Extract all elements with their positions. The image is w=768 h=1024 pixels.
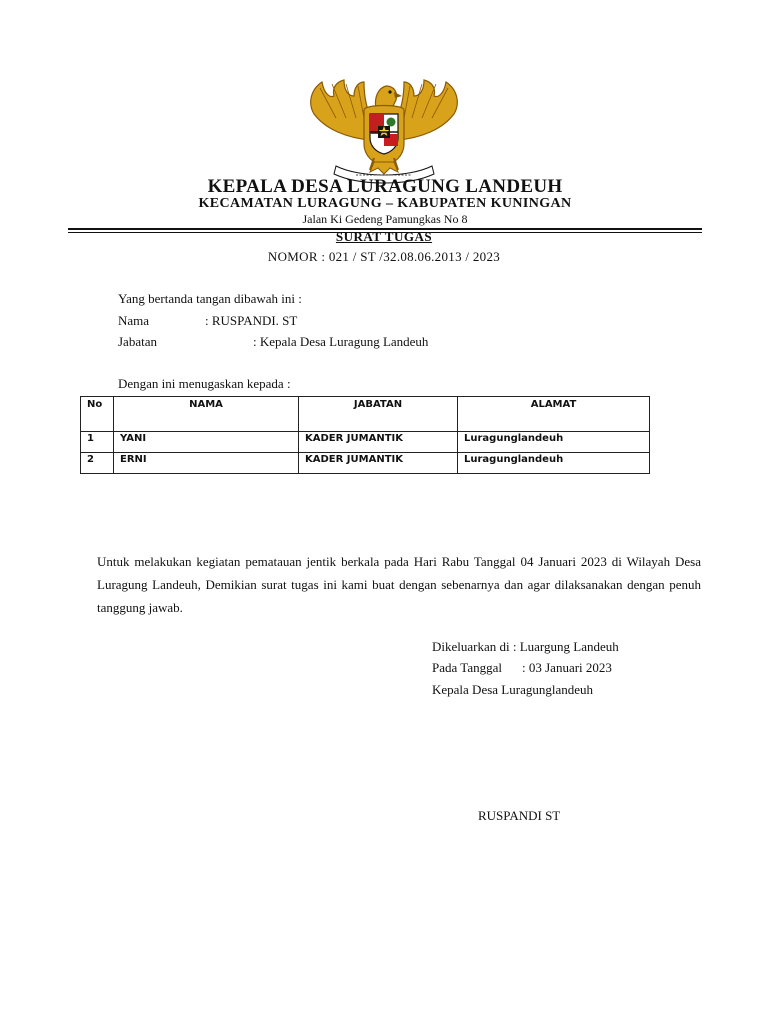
- table-row: [81, 432, 650, 453]
- assign-intro: Dengan ini menugaskan kepada :: [118, 376, 291, 391]
- garuda-emblem-graphic: [300, 74, 468, 186]
- signer-position-label: Jabatan: [118, 334, 157, 349]
- issue-date-value: : 03 Januari 2023: [522, 660, 612, 675]
- letterhead-address: Jalan Ki Gedeng Pamungkas No 8: [302, 212, 468, 226]
- column-header-alamat: ALAMAT: [458, 397, 650, 432]
- signer-position: Kepala Desa Luragunglandeuh: [432, 682, 593, 697]
- cell-no: 1: [81, 432, 114, 453]
- issued-at: Dikeluarkan di : Luargung Landeuh: [432, 639, 619, 654]
- table-row: [81, 453, 650, 474]
- letterhead-subtitle: KECAMATAN LURAGUNG – KABUPATEN KUNINGAN: [198, 196, 572, 211]
- signer-name-value: : RUSPANDI. ST: [205, 313, 298, 328]
- cell-alamat: Luragunglandeuh: [458, 453, 650, 474]
- signer-name-label: Nama: [118, 313, 150, 328]
- cell-jabatan: KADER JUMANTIK: [299, 453, 458, 474]
- cell-no: 2: [81, 453, 114, 474]
- cell-nama: YANI: [114, 432, 299, 453]
- issue-date-label: Pada Tanggal: [432, 660, 502, 675]
- body-paragraph: Untuk melakukan kegiatan pematauan jentik berkala pada Hari Rabu Tanggal 04 Januari 2023 di Wilayah Desa Luragung Landeuh, Demikian surat tugas ini kami buat dengan sebenarnya dan agar dilaksanakan dengan penuh tanggung jawab.: [97, 554, 701, 615]
- assignment-table: [80, 396, 650, 474]
- cell-nama: ERNI: [114, 453, 299, 474]
- letterhead-title: KEPALA DESA LURAGUNG LANDEUH: [207, 176, 563, 197]
- signer-name: RUSPANDI ST: [478, 808, 561, 823]
- signer-position-value: : Kepala Desa Luragung Landeuh: [253, 334, 429, 349]
- column-header-nama: NAMA: [114, 397, 299, 432]
- cell-jabatan: KADER JUMANTIK: [299, 432, 458, 453]
- column-header-jabatan: JABATAN: [299, 397, 458, 432]
- document-number: NOMOR : 021 / ST /32.08.06.2013 / 2023: [267, 249, 501, 264]
- column-header-no: No: [81, 397, 114, 432]
- table-header-row: [81, 397, 650, 432]
- cell-alamat: Luragunglandeuh: [458, 432, 650, 453]
- document-title: SURAT TUGAS: [335, 229, 433, 244]
- signer-intro: Yang bertanda tangan dibawah ini :: [118, 291, 302, 306]
- garuda-emblem-logo: [300, 74, 468, 186]
